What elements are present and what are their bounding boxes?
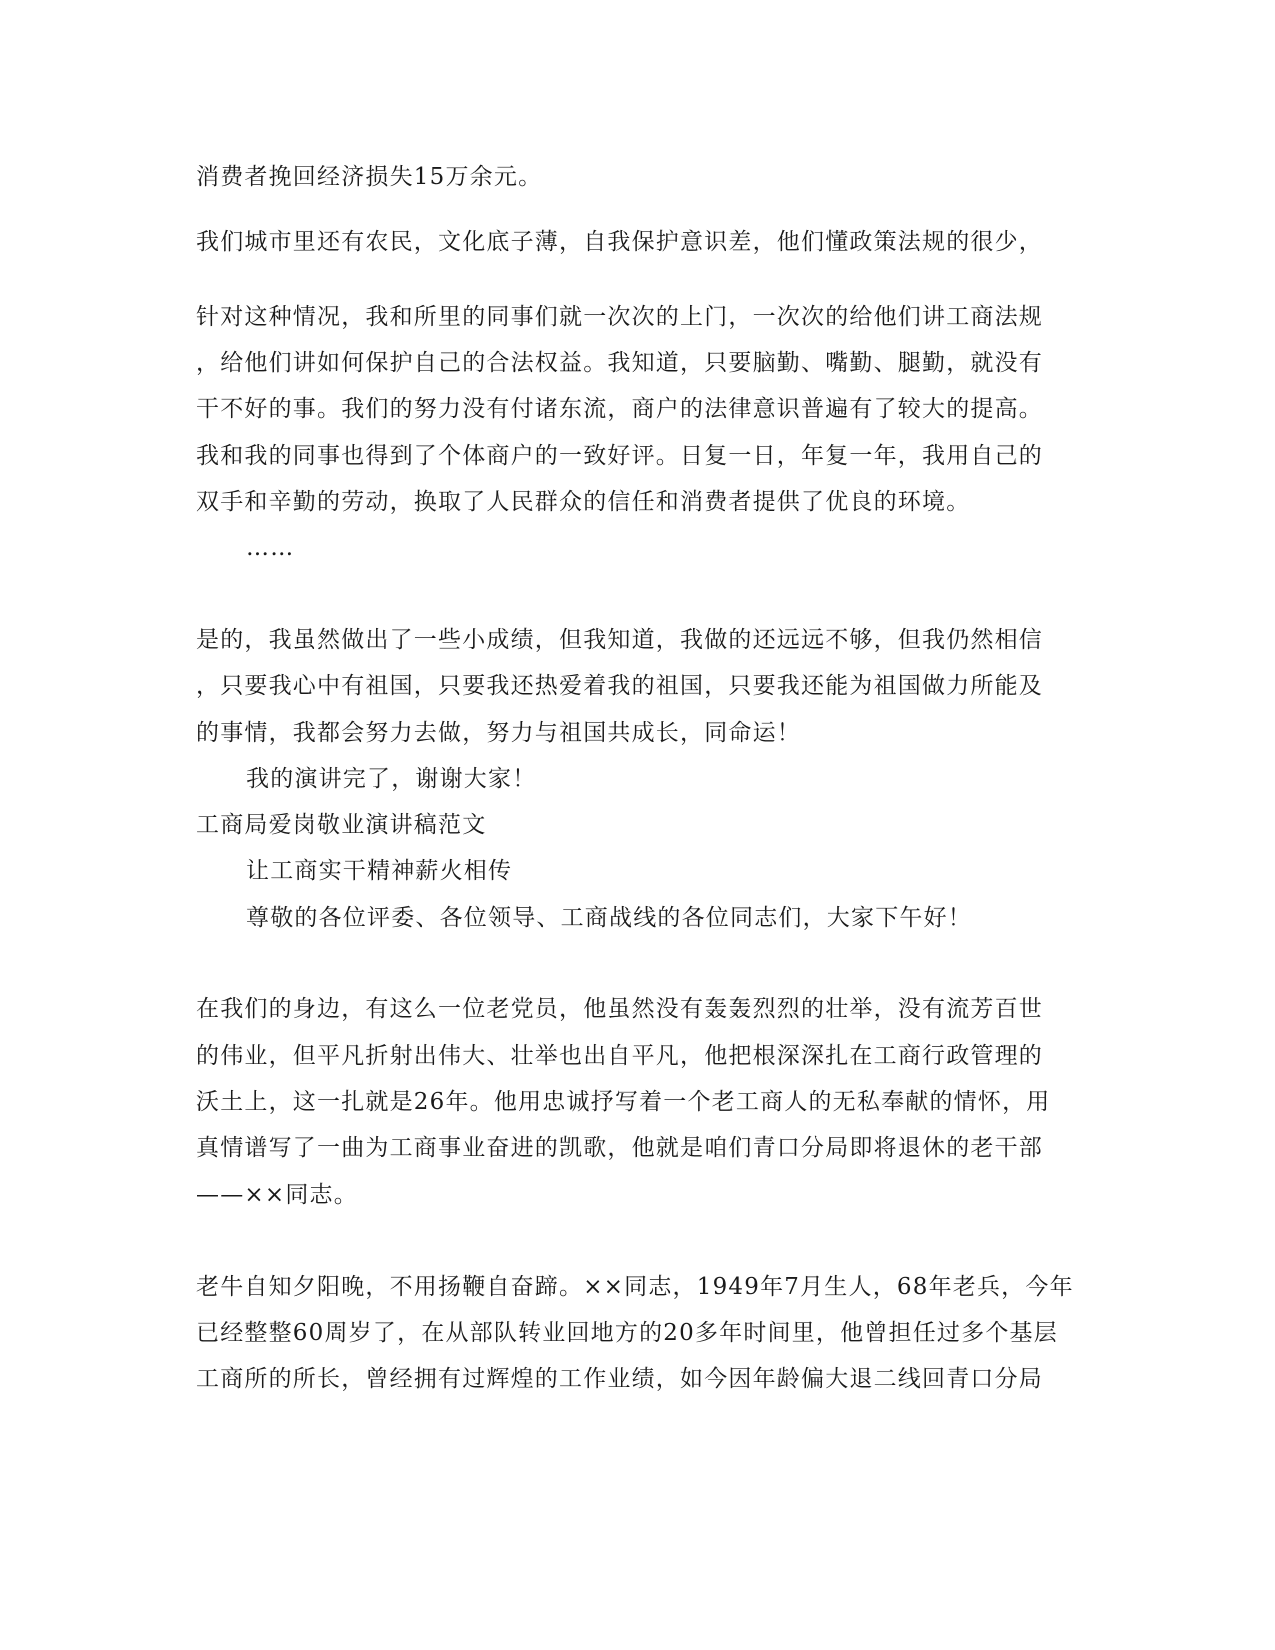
text-line: 我和我的同事也得到了个体商户的一致好评。日复一日，年复一年，我用自己的 (196, 443, 1043, 469)
speech-title: 让工商实干精神薪火相传 (246, 858, 513, 884)
text-line: 的伟业，但平凡折射出伟大、壮举也出自平凡，他把根深深扎在工商行政管理的 (196, 1043, 1043, 1069)
text-line: 在我们的身边，有这么一位老党员，他虽然没有轰轰烈烈的壮举，没有流芳百世 (196, 996, 1043, 1022)
text-line: ——××同志。 (196, 1182, 358, 1208)
text-line: 工商所的所长，曾经拥有过辉煌的工作业绩，如今因年龄偏大退二线回青口分局 (196, 1366, 1043, 1392)
text-line: 消费者挽回经济损失15万余元。 (196, 164, 543, 190)
text-line: ，给他们讲如何保护自己的合法权益。我知道，只要脑勤、嘴勤、腿勤，就没有 (196, 350, 1043, 376)
section-title: 工商局爱岗敬业演讲稿范文 (196, 812, 487, 838)
text-line: 沃土上，这一扎就是26年。他用忠诚抒写着一个老工商人的无私奉献的情怀，用 (196, 1089, 1051, 1115)
salutation: 尊敬的各位评委、各位领导、工商战线的各位同志们，大家下午好！ (246, 905, 972, 931)
text-line: ，只要我心中有祖国，只要我还热爱着我的祖国，只要我还能为祖国做力所能及 (196, 673, 1043, 699)
text-line: 双手和辛勤的劳动，换取了人民群众的信任和消费者提供了优良的环境。 (196, 489, 971, 515)
text-line: 真情谱写了一曲为工商事业奋进的凯歌，他就是咱们青口分局即将退休的老干部 (196, 1135, 1043, 1161)
text-line: 干不好的事。我们的努力没有付诸东流，商户的法律意识普遍有了较大的提高。 (196, 396, 1043, 422)
text-line: 的事情，我都会努力去做，努力与祖国共成长，同命运！ (196, 720, 801, 746)
text-line: 我的演讲完了，谢谢大家！ (246, 766, 537, 792)
text-line: 老牛自知夕阳晚，不用扬鞭自奋蹄。××同志，1949年7月生人，68年老兵，今年 (196, 1274, 1074, 1300)
text-line: 针对这种情况，我和所里的同事们就一次次的上门，一次次的给他们讲工商法规 (196, 304, 1043, 330)
text-line: 是的，我虽然做出了一些小成绩，但我知道，我做的还远远不够，但我仍然相信 (196, 627, 1043, 653)
text-line: 已经整整60周岁了，在从部队转业回地方的20多年时间里，他曾担任过多个基层 (196, 1320, 1058, 1346)
text-line: 我们城市里还有农民，文化底子薄，自我保护意识差，他们懂政策法规的很少， (196, 229, 1043, 255)
ellipsis-line: …… (246, 535, 295, 561)
